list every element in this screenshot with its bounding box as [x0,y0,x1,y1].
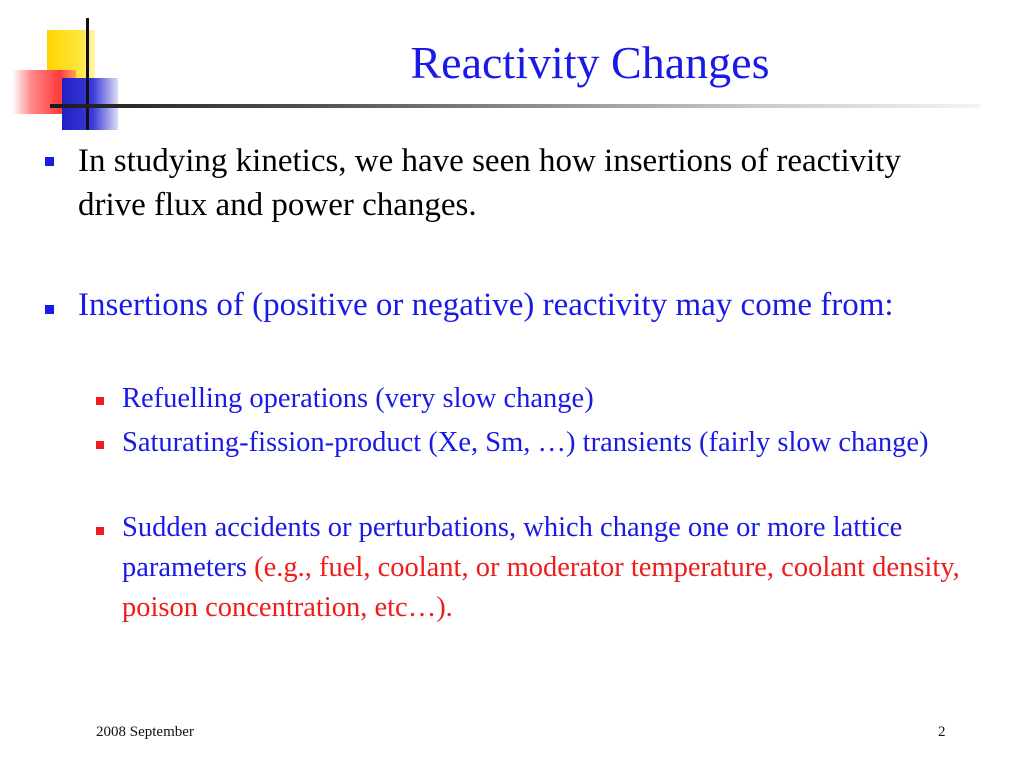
slide-title: Reactivity Changes [410,37,770,88]
sub-bullet-marker [96,527,104,535]
sub-bullet-marker [96,441,104,449]
sub-bullet-3-blue-text: Sudden accidents or perturbations, which change one or more lattice parameters [122,512,903,583]
bullet-marker [45,305,54,314]
bullet-item-2: Insertions of (positive or negative) reactivity may come from: [78,287,894,323]
sub-bullet-marker [96,397,104,405]
vertical-line [86,18,89,130]
bullet-marker [45,157,54,166]
page-number: 2 [938,724,946,740]
footer-date: 2008 September [96,724,194,740]
sub-bullet-item-3 [122,508,992,628]
sub-bullet-3-red-text: (e.g., fuel, coolant, or moderator temperature, coolant density, poison concentration, etc…). [122,552,960,623]
sub-bullet-item-1: Refuelling operations (very slow change) [122,383,594,414]
slide-logo-decoration [0,0,140,140]
title-rule [50,104,980,108]
bullet-item-1: In studying kinetics, we have seen how insertions of reactivity drive flux and power changes. [78,143,901,223]
sub-bullet-item-2: Saturating-fission-product (Xe, Sm, …) transients (fairly slow change) [122,427,929,458]
